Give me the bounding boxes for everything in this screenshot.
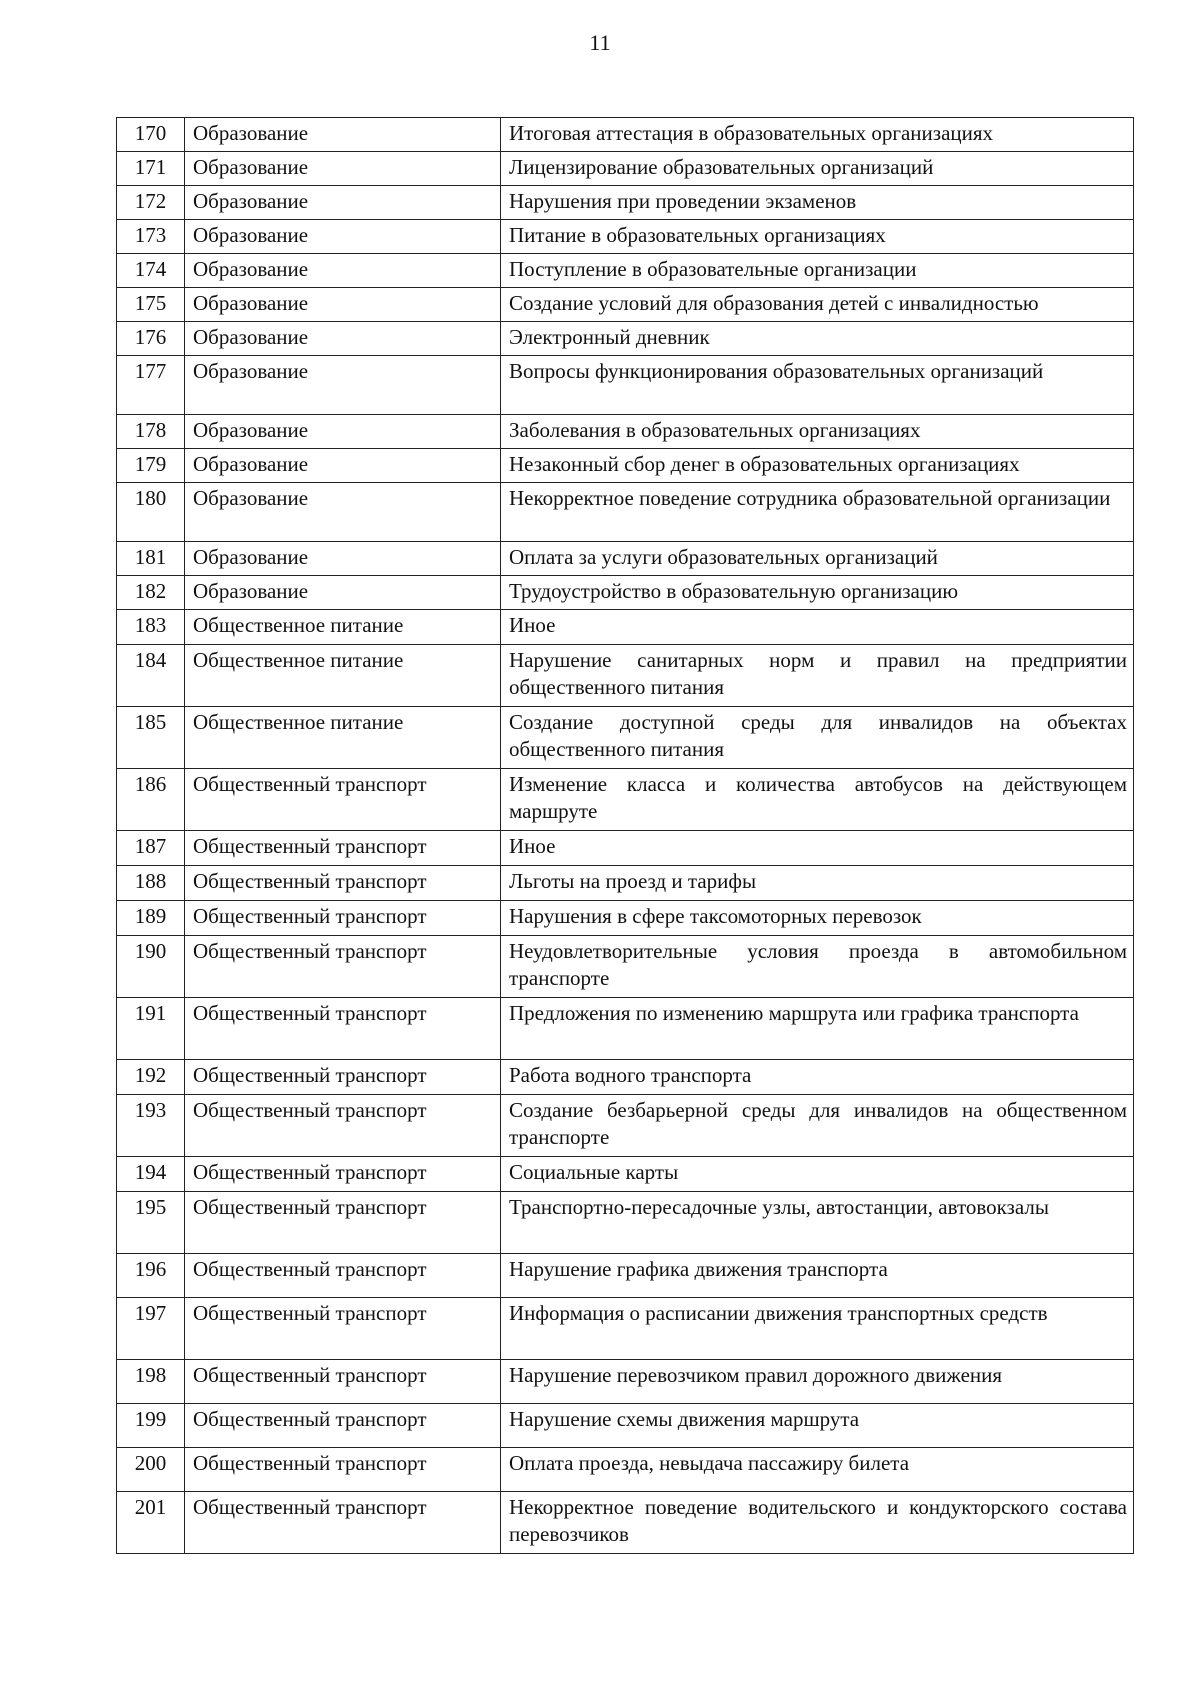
row-category: Общественный транспорт: [185, 1360, 501, 1404]
table-row: [117, 901, 1134, 936]
row-category: Образование: [185, 449, 501, 483]
row-topic: Изменение класса и количества автобусов на действующем маршруте: [501, 769, 1134, 831]
row-topic: Информация о расписании движения транспортных средств: [501, 1298, 1134, 1360]
row-category: Общественный транспорт: [185, 936, 501, 998]
row-number: 187: [117, 831, 185, 866]
row-number: 176: [117, 322, 185, 356]
row-number: 195: [117, 1192, 185, 1254]
table-row: [117, 1404, 1134, 1448]
topics-table: [116, 117, 1134, 1554]
table-row: [117, 415, 1134, 449]
table-row: [117, 1360, 1134, 1404]
row-category: Образование: [185, 415, 501, 449]
table-row: [117, 288, 1134, 322]
row-number: 201: [117, 1492, 185, 1554]
row-number: 183: [117, 610, 185, 645]
row-number: 197: [117, 1298, 185, 1360]
row-number: 189: [117, 901, 185, 936]
row-category: Общественный транспорт: [185, 1192, 501, 1254]
table-row: [117, 866, 1134, 901]
row-number: 171: [117, 152, 185, 186]
row-number: 179: [117, 449, 185, 483]
row-topic: Нарушения в сфере таксомоторных перевозок: [501, 901, 1134, 936]
table-row: [117, 610, 1134, 645]
table-row: [117, 483, 1134, 542]
row-category: Общественный транспорт: [185, 1298, 501, 1360]
table-row: [117, 1157, 1134, 1192]
table-row: [117, 936, 1134, 998]
row-category: Общественный транспорт: [185, 769, 501, 831]
row-category: Общественное питание: [185, 707, 501, 769]
row-topic: Иное: [501, 610, 1134, 645]
row-topic: Электронный дневник: [501, 322, 1134, 356]
row-category: Общественный транспорт: [185, 901, 501, 936]
row-topic: Вопросы функционирования образовательных организаций: [501, 356, 1134, 415]
row-category: Общественное питание: [185, 645, 501, 707]
row-category: Общественный транспорт: [185, 1157, 501, 1192]
topics-table-body: [117, 118, 1134, 1554]
row-number: 186: [117, 769, 185, 831]
row-number: 193: [117, 1095, 185, 1157]
row-topic: Создание условий для образования детей с инвалидностью: [501, 288, 1134, 322]
row-number: 191: [117, 998, 185, 1060]
row-topic: Поступление в образовательные организации: [501, 254, 1134, 288]
row-category: Общественный транспорт: [185, 1492, 501, 1554]
row-category: Образование: [185, 576, 501, 610]
row-topic: Нарушения при проведении экзаменов: [501, 186, 1134, 220]
table-row: [117, 322, 1134, 356]
row-topic: Лицензирование образовательных организаций: [501, 152, 1134, 186]
row-number: 185: [117, 707, 185, 769]
row-category: Образование: [185, 220, 501, 254]
page-number: 11: [589, 30, 611, 55]
table-row: [117, 707, 1134, 769]
table-row: [117, 769, 1134, 831]
row-number: 170: [117, 118, 185, 152]
row-topic: Заболевания в образовательных организациях: [501, 415, 1134, 449]
row-topic: Трудоустройство в образовательную организацию: [501, 576, 1134, 610]
row-category: Общественный транспорт: [185, 831, 501, 866]
row-number: 192: [117, 1060, 185, 1095]
table-row: [117, 152, 1134, 186]
row-number: 194: [117, 1157, 185, 1192]
row-topic: Некорректное поведение водительского и кондукторского состава перевозчиков: [501, 1492, 1134, 1554]
table-row: [117, 576, 1134, 610]
table-row: [117, 645, 1134, 707]
table-row: [117, 1192, 1134, 1254]
row-category: Образование: [185, 152, 501, 186]
table-row: [117, 1448, 1134, 1492]
table-row: [117, 1095, 1134, 1157]
row-number: 198: [117, 1360, 185, 1404]
table-row: [117, 118, 1134, 152]
row-number: 184: [117, 645, 185, 707]
row-topic: Транспортно-пересадочные узлы, автостанции, автовокзалы: [501, 1192, 1134, 1254]
table-row: [117, 1298, 1134, 1360]
row-number: 200: [117, 1448, 185, 1492]
table-row: [117, 449, 1134, 483]
table-row: [117, 1060, 1134, 1095]
row-number: 172: [117, 186, 185, 220]
row-topic: Оплата за услуги образовательных организаций: [501, 542, 1134, 576]
row-category: Образование: [185, 288, 501, 322]
row-topic: Неудовлетворительные условия проезда в автомобильном транспорте: [501, 936, 1134, 998]
table-row: [117, 998, 1134, 1060]
row-topic: Социальные карты: [501, 1157, 1134, 1192]
row-number: 182: [117, 576, 185, 610]
row-topic: Итоговая аттестация в образовательных организациях: [501, 118, 1134, 152]
row-number: 174: [117, 254, 185, 288]
row-number: 180: [117, 483, 185, 542]
row-number: 173: [117, 220, 185, 254]
table-row: [117, 1492, 1134, 1554]
row-category: Общественный транспорт: [185, 1060, 501, 1095]
row-category: Образование: [185, 186, 501, 220]
row-number: 178: [117, 415, 185, 449]
row-topic: Некорректное поведение сотрудника образовательной организации: [501, 483, 1134, 542]
row-category: Общественный транспорт: [185, 866, 501, 901]
row-category: Общественный транспорт: [185, 1254, 501, 1298]
table-row: [117, 1254, 1134, 1298]
table-row: [117, 254, 1134, 288]
row-number: 175: [117, 288, 185, 322]
table-row: [117, 220, 1134, 254]
table-row: [117, 542, 1134, 576]
row-topic: Нарушение санитарных норм и правил на предприятии общественного питания: [501, 645, 1134, 707]
row-topic: Иное: [501, 831, 1134, 866]
row-topic: Незаконный сбор денег в образовательных организациях: [501, 449, 1134, 483]
row-category: Образование: [185, 322, 501, 356]
row-number: 188: [117, 866, 185, 901]
row-category: Общественное питание: [185, 610, 501, 645]
row-number: 181: [117, 542, 185, 576]
row-category: Образование: [185, 483, 501, 542]
row-category: Образование: [185, 356, 501, 415]
row-category: Общественный транспорт: [185, 1404, 501, 1448]
row-category: Общественный транспорт: [185, 998, 501, 1060]
row-topic: Работа водного транспорта: [501, 1060, 1134, 1095]
row-number: 196: [117, 1254, 185, 1298]
row-number: 199: [117, 1404, 185, 1448]
table-row: [117, 186, 1134, 220]
row-topic: Создание безбарьерной среды для инвалидов на общественном транспорте: [501, 1095, 1134, 1157]
row-topic: Нарушение схемы движения маршрута: [501, 1404, 1134, 1448]
row-topic: Оплата проезда, невыдача пассажиру билета: [501, 1448, 1134, 1492]
row-topic: Предложения по изменению маршрута или графика транспорта: [501, 998, 1134, 1060]
row-category: Образование: [185, 542, 501, 576]
table-row: [117, 831, 1134, 866]
table-row: [117, 356, 1134, 415]
row-topic: Питание в образовательных организациях: [501, 220, 1134, 254]
row-topic: Создание доступной среды для инвалидов на объектах общественного питания: [501, 707, 1134, 769]
row-category: Общественный транспорт: [185, 1448, 501, 1492]
row-topic: Нарушение перевозчиком правил дорожного движения: [501, 1360, 1134, 1404]
row-category: Образование: [185, 254, 501, 288]
row-number: 177: [117, 356, 185, 415]
row-number: 190: [117, 936, 185, 998]
row-topic: Льготы на проезд и тарифы: [501, 866, 1134, 901]
row-category: Общественный транспорт: [185, 1095, 501, 1157]
row-category: Образование: [185, 118, 501, 152]
row-topic: Нарушение графика движения транспорта: [501, 1254, 1134, 1298]
